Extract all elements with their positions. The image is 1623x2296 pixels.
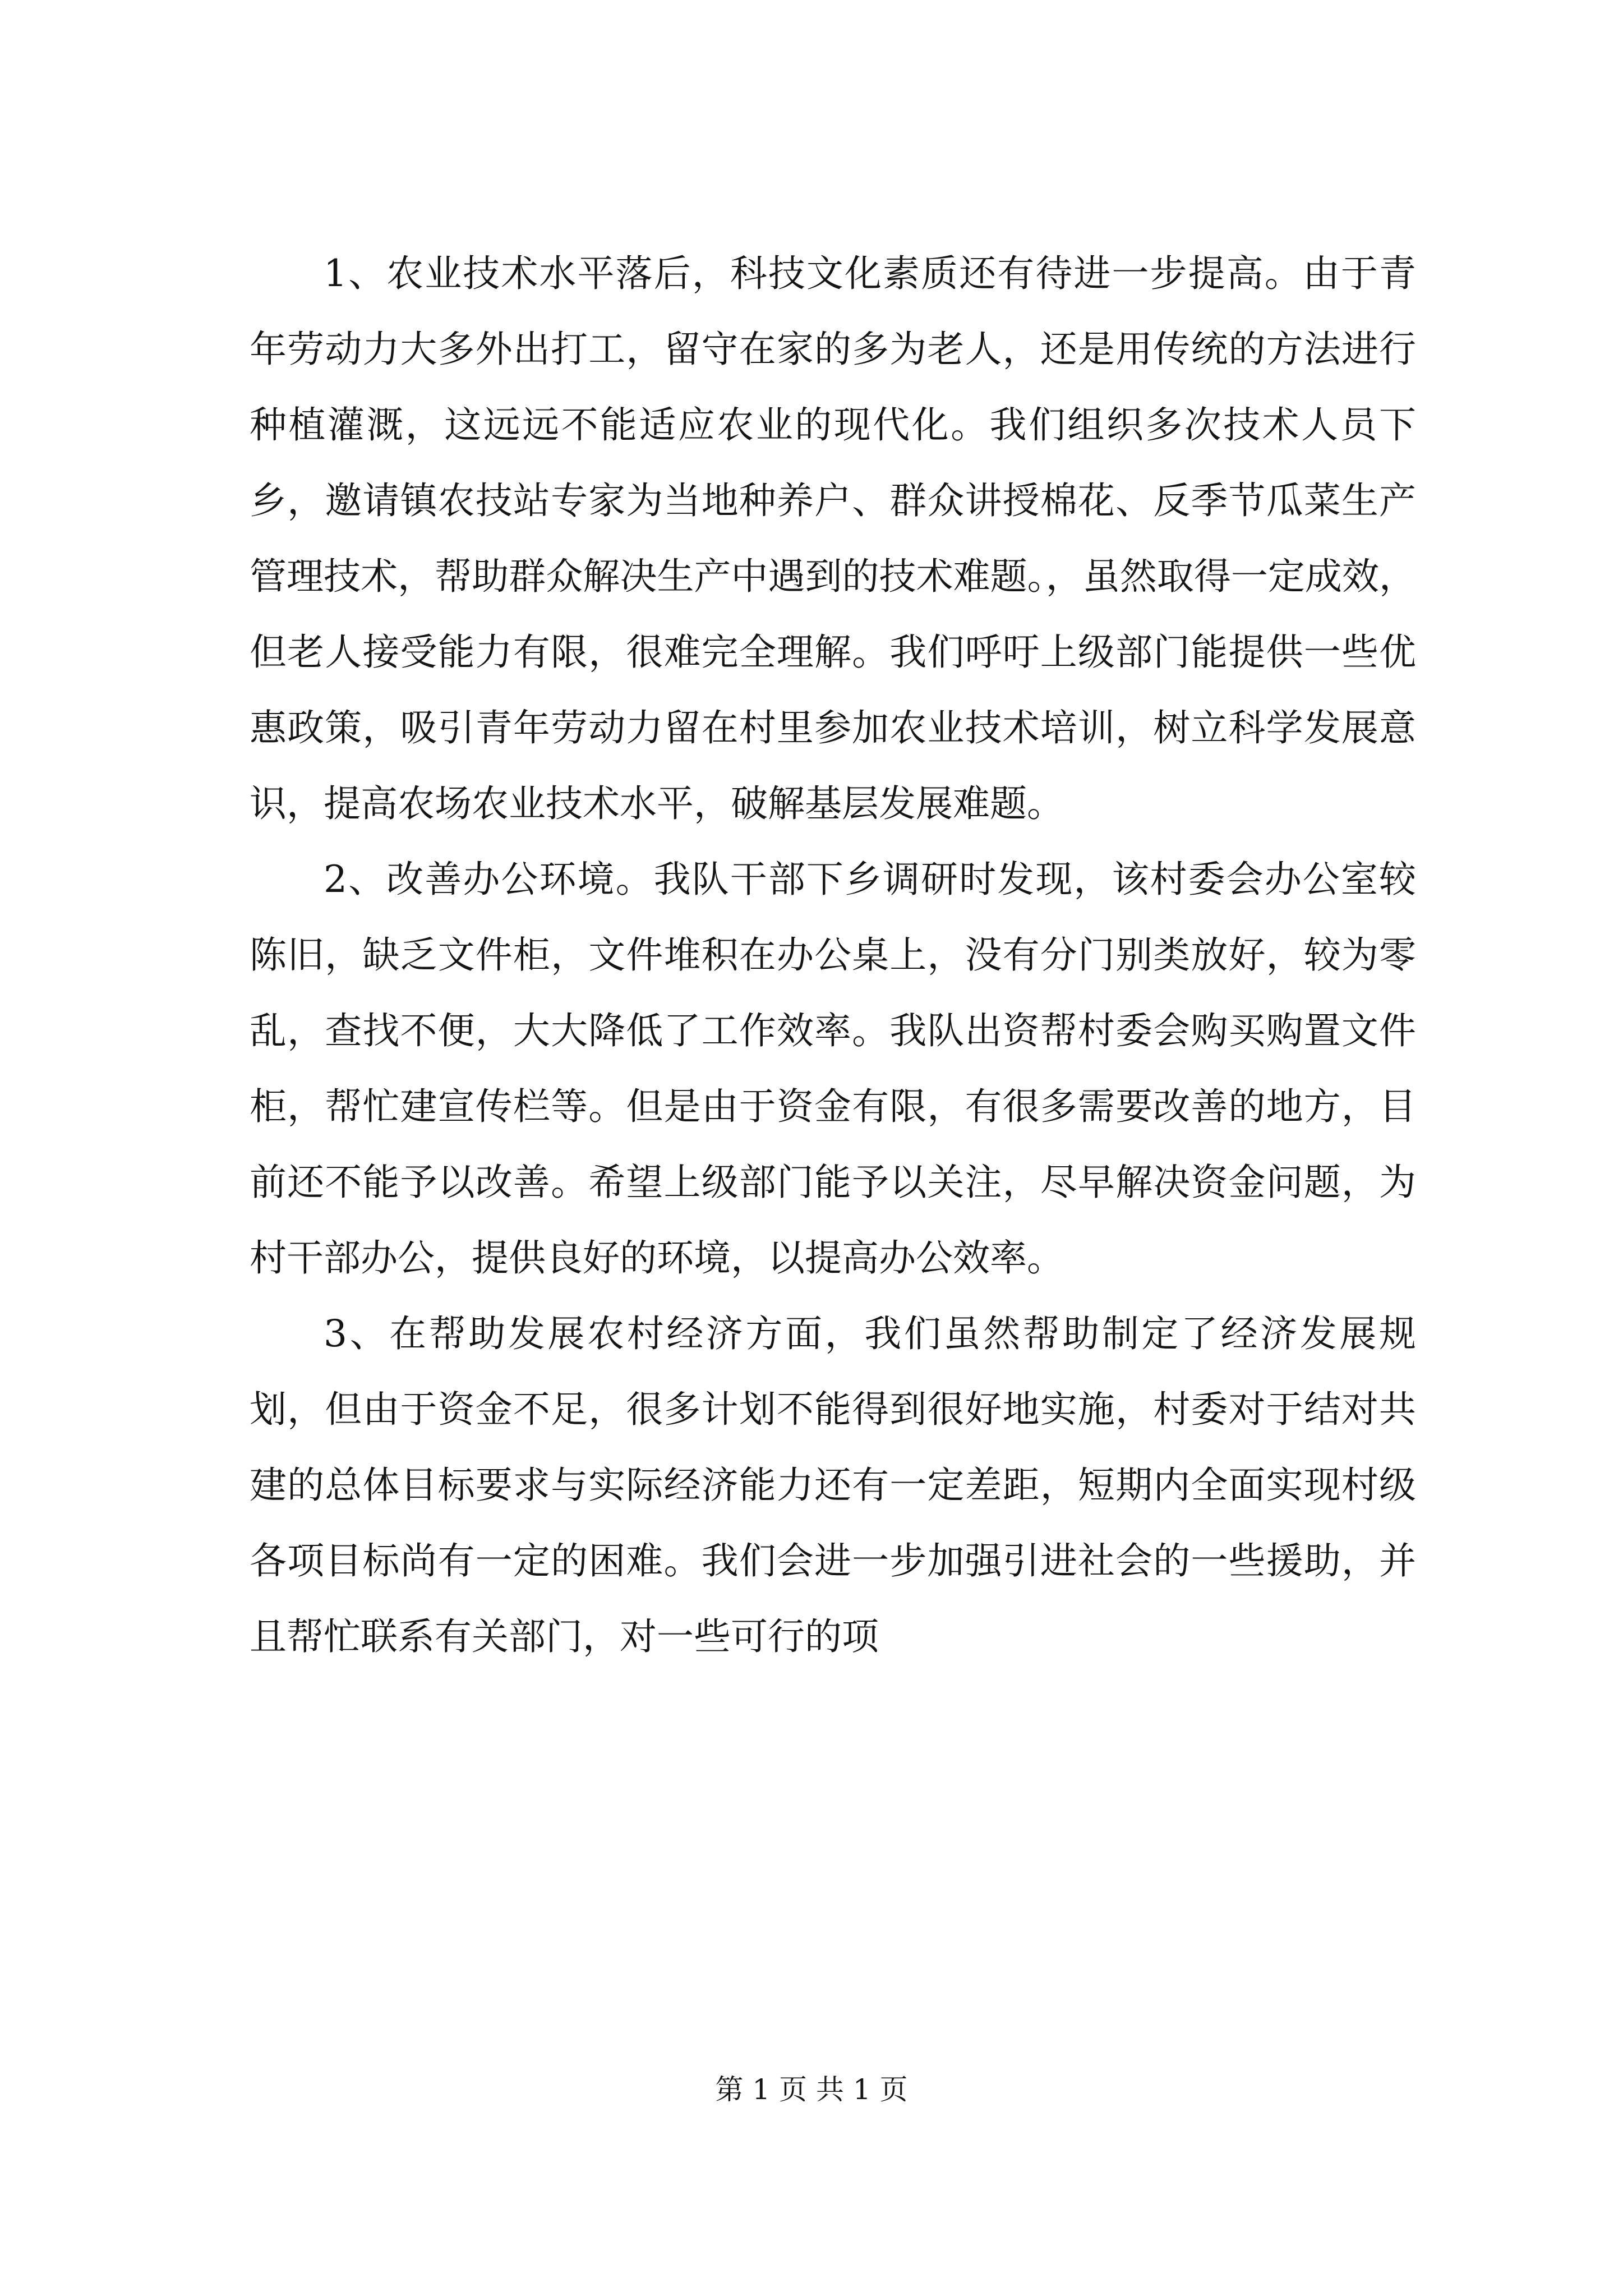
paragraph-1: 1、农业技术水平落后，科技文化素质还有待进一步提高。由于青年劳动力大多外出打工，留守在家的多为老人，还是用传统的方法进行种植灌溉，这远远不能适应农业的现代化。我们组织多次技术人员下乡，邀请镇农技站专家为当地种养户、群众讲授棉花、反季节瓜菜生产管理技术，帮助群众解决生产中遇到的技术难题。，虽然取得一定成效，但老人接受能力有限，很难完全理解。我们呼吁上级部门能提供一些优惠政策，吸引青年劳动力留在村里参加农业技术培训，树立科学发展意识，提高农场农业技术水平，破解基层发展难题。 <box>250 252 1416 825</box>
document-body <box>250 236 1416 1674</box>
page-number-label: 第 1 页 共 1 页 <box>715 2073 908 2106</box>
paragraph-2: 2、改善办公环境。我队干部下乡调研时发现，该村委会办公室较陈旧，缺乏文件柜，文件堆积在办公桌上，没有分门别类放好，较为零乱，查找不便，大大降低了工作效率。我队出资帮村委会购买购置文件柜，帮忙建宣传栏等。但是由于资金有限，有很多需要改善的地方，目前还不能予以改善。希望上级部门能予以关注，尽早解决资金问题，为村干部办公，提供良好的环境，以提高办公效率。 <box>250 858 1416 1280</box>
page-footer <box>0 2073 1623 2106</box>
paragraph-3: 3、在帮助发展农村经济方面，我们虽然帮助制定了经济发展规划，但由于资金不足，很多计划不能得到很好地实施，村委对于结对共建的总体目标要求与实际经济能力还有一定差距，短期内全面实现村级各项目标尚有一定的困难。我们会进一步加强引进社会的一些援助，并且帮忙联系有关部门，对一些可行的项 <box>250 1312 1416 1658</box>
